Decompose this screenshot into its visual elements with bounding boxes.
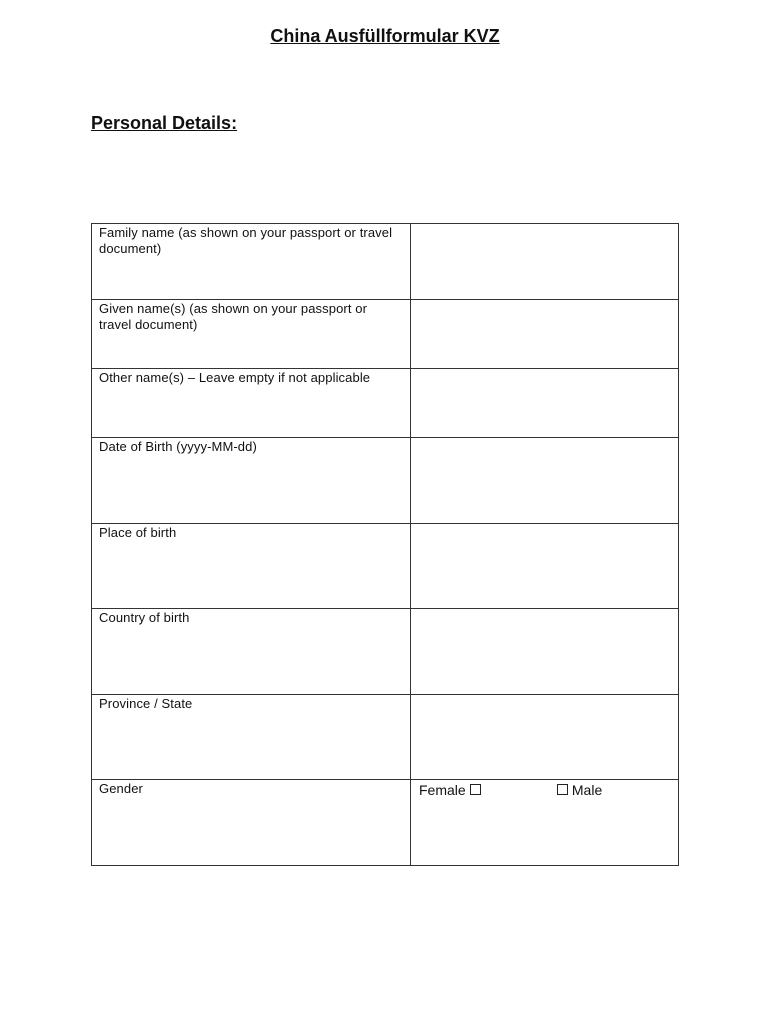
province-state-field[interactable] <box>411 695 679 780</box>
gender-option-female[interactable] <box>419 782 481 798</box>
other-names-field[interactable] <box>411 369 679 438</box>
female-checkbox[interactable] <box>470 784 481 795</box>
section-heading-personal-details: Personal Details: <box>91 113 238 133</box>
country-of-birth-label: Country of birth <box>99 610 190 625</box>
form-row-province-state <box>92 695 679 780</box>
form-row-country-of-birth <box>92 609 679 695</box>
form-row-place-of-birth <box>92 524 679 609</box>
place-of-birth-label: Place of birth <box>99 525 177 540</box>
family-name-field[interactable] <box>411 224 679 300</box>
place-of-birth-field[interactable] <box>411 524 679 609</box>
label-cell-other-names <box>92 369 411 438</box>
form-row-gender <box>92 780 679 866</box>
form-row-date-of-birth <box>92 438 679 524</box>
label-cell-province-state <box>92 695 411 780</box>
form-row-other-names <box>92 369 679 438</box>
label-cell-country-of-birth <box>92 609 411 695</box>
date-of-birth-label: Date of Birth (yyyy-MM-dd) <box>99 439 257 454</box>
gender-option-male[interactable] <box>557 782 602 798</box>
female-label: Female <box>419 782 466 798</box>
male-label: Male <box>571 782 603 798</box>
label-cell-date-of-birth <box>92 438 411 524</box>
given-names-field[interactable] <box>411 300 679 369</box>
gender-label: Gender <box>99 781 143 796</box>
country-of-birth-field[interactable] <box>411 609 679 695</box>
family-name-label: Family name (as shown on your passport or travel document) <box>99 225 393 256</box>
given-names-label: Given name(s) (as shown on your passport or travel document) <box>99 301 368 332</box>
document-title: China Ausfüllformular KVZ <box>270 26 500 46</box>
label-cell-place-of-birth <box>92 524 411 609</box>
label-cell-family-name <box>92 224 411 300</box>
province-state-label: Province / State <box>99 696 193 711</box>
other-names-label: Other name(s) – Leave empty if not applicable <box>99 370 371 385</box>
personal-details-table <box>91 223 679 866</box>
label-cell-given-names <box>92 300 411 369</box>
male-checkbox[interactable] <box>557 784 568 795</box>
date-of-birth-field[interactable] <box>411 438 679 524</box>
form-row-family-name <box>92 224 679 300</box>
gender-field <box>411 780 679 866</box>
label-cell-gender <box>92 780 411 866</box>
form-row-given-names <box>92 300 679 369</box>
